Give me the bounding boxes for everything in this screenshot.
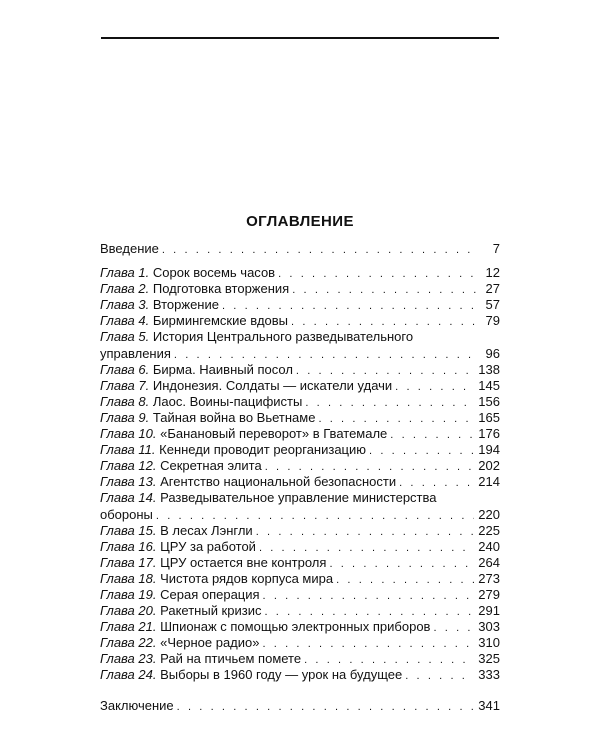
- toc-entry-conclusion[interactable]: [100, 698, 500, 714]
- toc-entry-chapter[interactable]: [100, 474, 500, 490]
- chapter-title: Тайная война во Вьетнаме: [152, 409, 316, 425]
- chapter-title: ЦРУ за работой: [160, 538, 256, 554]
- leader-dots: [162, 242, 478, 258]
- chapter-prefix: Глава 16.: [100, 538, 157, 554]
- toc-entry-label: [100, 651, 301, 667]
- leader-dots: [336, 572, 474, 588]
- leader-dots: [395, 379, 474, 395]
- toc-entry-page: 273: [478, 570, 500, 586]
- toc-entry-label: [100, 426, 387, 442]
- toc-entry-page: 79: [485, 313, 500, 329]
- toc-entry-page: 176: [478, 426, 500, 442]
- toc-entry-chapter[interactable]: [100, 587, 500, 603]
- toc-entry-label: [100, 539, 256, 555]
- leader-dots: [399, 475, 474, 491]
- chapter-prefix: Глава 12.: [100, 458, 157, 474]
- toc-entry-page: 145: [478, 377, 500, 393]
- toc-entry-page: 156: [478, 393, 500, 409]
- toc-entry-page: 341: [478, 697, 500, 713]
- chapter-prefix: Глава 4.: [100, 313, 150, 329]
- chapter-title-continued: управления: [100, 345, 171, 361]
- toc-entry-label: [100, 619, 430, 635]
- leader-dots: [292, 282, 478, 298]
- toc-entry-chapter[interactable]: [100, 651, 500, 667]
- toc-entry-page: 303: [478, 619, 500, 635]
- chapter-title: Секретная элита: [160, 458, 262, 474]
- toc-entry-label: [100, 587, 260, 603]
- chapter-title: Чистота рядов корпуса мира: [160, 570, 334, 586]
- toc-entry-label: [100, 603, 261, 619]
- toc-entry-chapter[interactable]: [100, 394, 500, 410]
- chapter-title: Подготовка вторжения: [152, 281, 290, 297]
- toc-entry-chapter[interactable]: [100, 297, 500, 313]
- leader-dots: [262, 636, 474, 652]
- toc-entry-chapter[interactable]: [100, 619, 500, 635]
- chapter-prefix: Глава 22.: [100, 635, 157, 651]
- toc-entry-label: [100, 523, 253, 539]
- chapter-title-continued: обороны: [100, 506, 153, 522]
- chapter-title: Индонезия. Солдаты — искатели удачи: [152, 377, 393, 393]
- chapter-title: Сорок восемь часов: [152, 265, 276, 281]
- chapter-title: Агентство национальной безопасности: [160, 474, 397, 490]
- leader-dots: [174, 347, 478, 363]
- toc-entry-page: 279: [478, 586, 500, 602]
- leader-dots: [369, 443, 474, 459]
- toc-entry-page: 310: [478, 635, 500, 651]
- toc-entry-label: [100, 297, 219, 313]
- toc-entry-label: [100, 394, 302, 410]
- chapter-title: В лесах Лэнгли: [160, 522, 253, 538]
- chapter-title: Выборы в 1960 году — урок на будущее: [160, 667, 403, 683]
- toc-entry-chapter[interactable]: [100, 426, 500, 442]
- chapter-prefix: Глава 24.: [100, 667, 157, 683]
- toc-entry-chapter[interactable]: [100, 555, 500, 571]
- chapter-prefix: Глава 10.: [100, 426, 157, 442]
- chapter-prefix: Глава 7.: [100, 377, 150, 393]
- toc-entry-chapter[interactable]: [100, 313, 500, 329]
- chapter-prefix: Глава 5.: [100, 329, 150, 345]
- chapter-prefix: Глава 11.: [100, 442, 156, 458]
- toc-entry-chapter[interactable]: [100, 265, 500, 281]
- chapter-title: Лаос. Воины-пацифисты: [152, 393, 303, 409]
- leader-dots: [433, 620, 474, 636]
- chapter-title: Рай на птичьем помете: [160, 651, 302, 667]
- toc-entry-label: [100, 474, 396, 490]
- toc-entry-page: 333: [478, 667, 500, 683]
- toc-entry-label: [100, 281, 289, 297]
- toc-entry-chapter[interactable]: [100, 635, 500, 651]
- toc-entry-page: 96: [485, 345, 500, 361]
- toc-entry-chapter[interactable]: [100, 329, 500, 345]
- leader-dots: [177, 699, 475, 715]
- chapter-title: Бирмингемские вдовы: [152, 313, 289, 329]
- toc-entry-intro[interactable]: [100, 241, 500, 257]
- chapter-title: Шпионаж с помощью электронных приборов: [160, 619, 431, 635]
- toc-entry-page: 138: [478, 361, 500, 377]
- toc-entry-page: 240: [478, 538, 500, 554]
- chapter-prefix: Глава 2.: [100, 281, 150, 297]
- chapter-title: Вторжение: [152, 297, 219, 313]
- toc-entry-page: 12: [485, 265, 500, 281]
- toc-title: ОГЛАВЛЕНИЕ: [246, 213, 354, 230]
- leader-dots: [305, 395, 474, 411]
- chapter-prefix: Глава 9.: [100, 409, 150, 425]
- leader-dots: [222, 298, 478, 314]
- toc-entry-chapter[interactable]: [100, 378, 500, 394]
- leader-dots: [259, 540, 474, 556]
- toc-entry-chapter[interactable]: [100, 490, 500, 506]
- toc-entry-page: 264: [478, 554, 500, 570]
- chapter-prefix: Глава 1.: [100, 265, 150, 281]
- toc-entry-label: Заключение: [100, 697, 174, 713]
- chapter-prefix: Глава 21.: [100, 619, 157, 635]
- chapter-prefix: Глава 15.: [100, 522, 157, 538]
- toc-entry-label: [100, 458, 262, 474]
- toc-entry-chapter[interactable]: [100, 523, 500, 539]
- toc-entry-chapter[interactable]: [100, 362, 500, 378]
- toc-entry-label: [100, 265, 275, 281]
- chapter-prefix: Глава 18.: [100, 570, 157, 586]
- toc-entry-chapter-continuation[interactable]: [100, 507, 500, 523]
- toc-entry-page: 325: [478, 651, 500, 667]
- chapter-title: Серая операция: [160, 586, 260, 602]
- toc-entry-label: [100, 362, 293, 378]
- chapter-prefix: Глава 6.: [100, 361, 150, 377]
- chapter-title: «Черное радио»: [160, 635, 260, 651]
- chapter-title: «Банановый переворот» в Гватемале: [160, 426, 388, 442]
- chapter-prefix: Глава 8.: [100, 393, 150, 409]
- leader-dots: [296, 363, 474, 379]
- toc-entry-label: [100, 329, 413, 345]
- toc-entry-label: [100, 410, 315, 426]
- leader-dots: [263, 588, 475, 604]
- leader-dots: [278, 266, 478, 282]
- chapter-title: ЦРУ остается вне контроля: [160, 554, 327, 570]
- toc-entry-label: [100, 313, 288, 329]
- chapter-prefix: Глава 14.: [100, 490, 157, 506]
- chapter-prefix: Глава 13.: [100, 474, 157, 490]
- toc-entry-page: 214: [478, 474, 500, 490]
- leader-dots: [304, 652, 474, 668]
- toc-entry-page: 165: [478, 409, 500, 425]
- toc-entry-chapter[interactable]: [100, 571, 500, 587]
- chapter-title: Разведывательное управление министерства: [160, 490, 437, 506]
- toc-entry-page: 291: [478, 603, 500, 619]
- leader-dots: [318, 411, 474, 427]
- table-of-contents: [100, 241, 500, 714]
- leader-dots: [256, 524, 475, 540]
- toc-entry-label: [100, 490, 437, 506]
- chapter-list: [100, 265, 500, 683]
- toc-entry-page: 225: [478, 522, 500, 538]
- toc-entry-chapter-continuation[interactable]: [100, 346, 500, 362]
- toc-entry-chapter[interactable]: [100, 603, 500, 619]
- leader-dots: [390, 427, 474, 443]
- toc-entry-page: 202: [478, 458, 500, 474]
- toc-entry-chapter[interactable]: [100, 410, 500, 426]
- toc-entry-chapter[interactable]: [100, 667, 500, 683]
- toc-entry-page: 27: [485, 281, 500, 297]
- toc-entry-chapter[interactable]: [100, 539, 500, 555]
- toc-entry-page: 7: [492, 241, 500, 256]
- chapter-prefix: Глава 23.: [100, 651, 157, 667]
- chapter-prefix: Глава 20.: [100, 603, 157, 619]
- leader-dots: [405, 668, 474, 684]
- leader-dots: [291, 314, 478, 330]
- chapter-title: История Центрального разведывательного: [152, 329, 414, 345]
- toc-entry-label: [100, 571, 333, 587]
- toc-entry-label: Введение: [100, 241, 159, 256]
- leader-dots: [156, 508, 474, 524]
- leader-dots: [265, 459, 475, 475]
- toc-entry-label: [100, 442, 366, 458]
- leader-dots: [264, 604, 474, 620]
- toc-entry-page: 57: [485, 297, 500, 313]
- header-rule: [101, 37, 499, 39]
- toc-entry-label: [100, 555, 326, 571]
- chapter-title: Ракетный кризис: [160, 603, 262, 619]
- chapter-title: Кеннеди проводит реорганизацию: [159, 442, 367, 458]
- chapter-prefix: Глава 19.: [100, 586, 157, 602]
- toc-entry-label: [100, 635, 259, 651]
- toc-entry-chapter[interactable]: [100, 442, 500, 458]
- chapter-title: Бирма. Наивный посол: [152, 361, 293, 377]
- toc-entry-label: [100, 378, 392, 394]
- toc-entry-chapter[interactable]: [100, 458, 500, 474]
- toc-entry-page: 194: [478, 442, 500, 458]
- chapter-prefix: Глава 17.: [100, 554, 157, 570]
- leader-dots: [329, 556, 474, 572]
- toc-entry-chapter[interactable]: [100, 281, 500, 297]
- toc-entry-label: [100, 667, 402, 683]
- toc-entry-page: 220: [478, 506, 500, 522]
- chapter-prefix: Глава 3.: [100, 297, 150, 313]
